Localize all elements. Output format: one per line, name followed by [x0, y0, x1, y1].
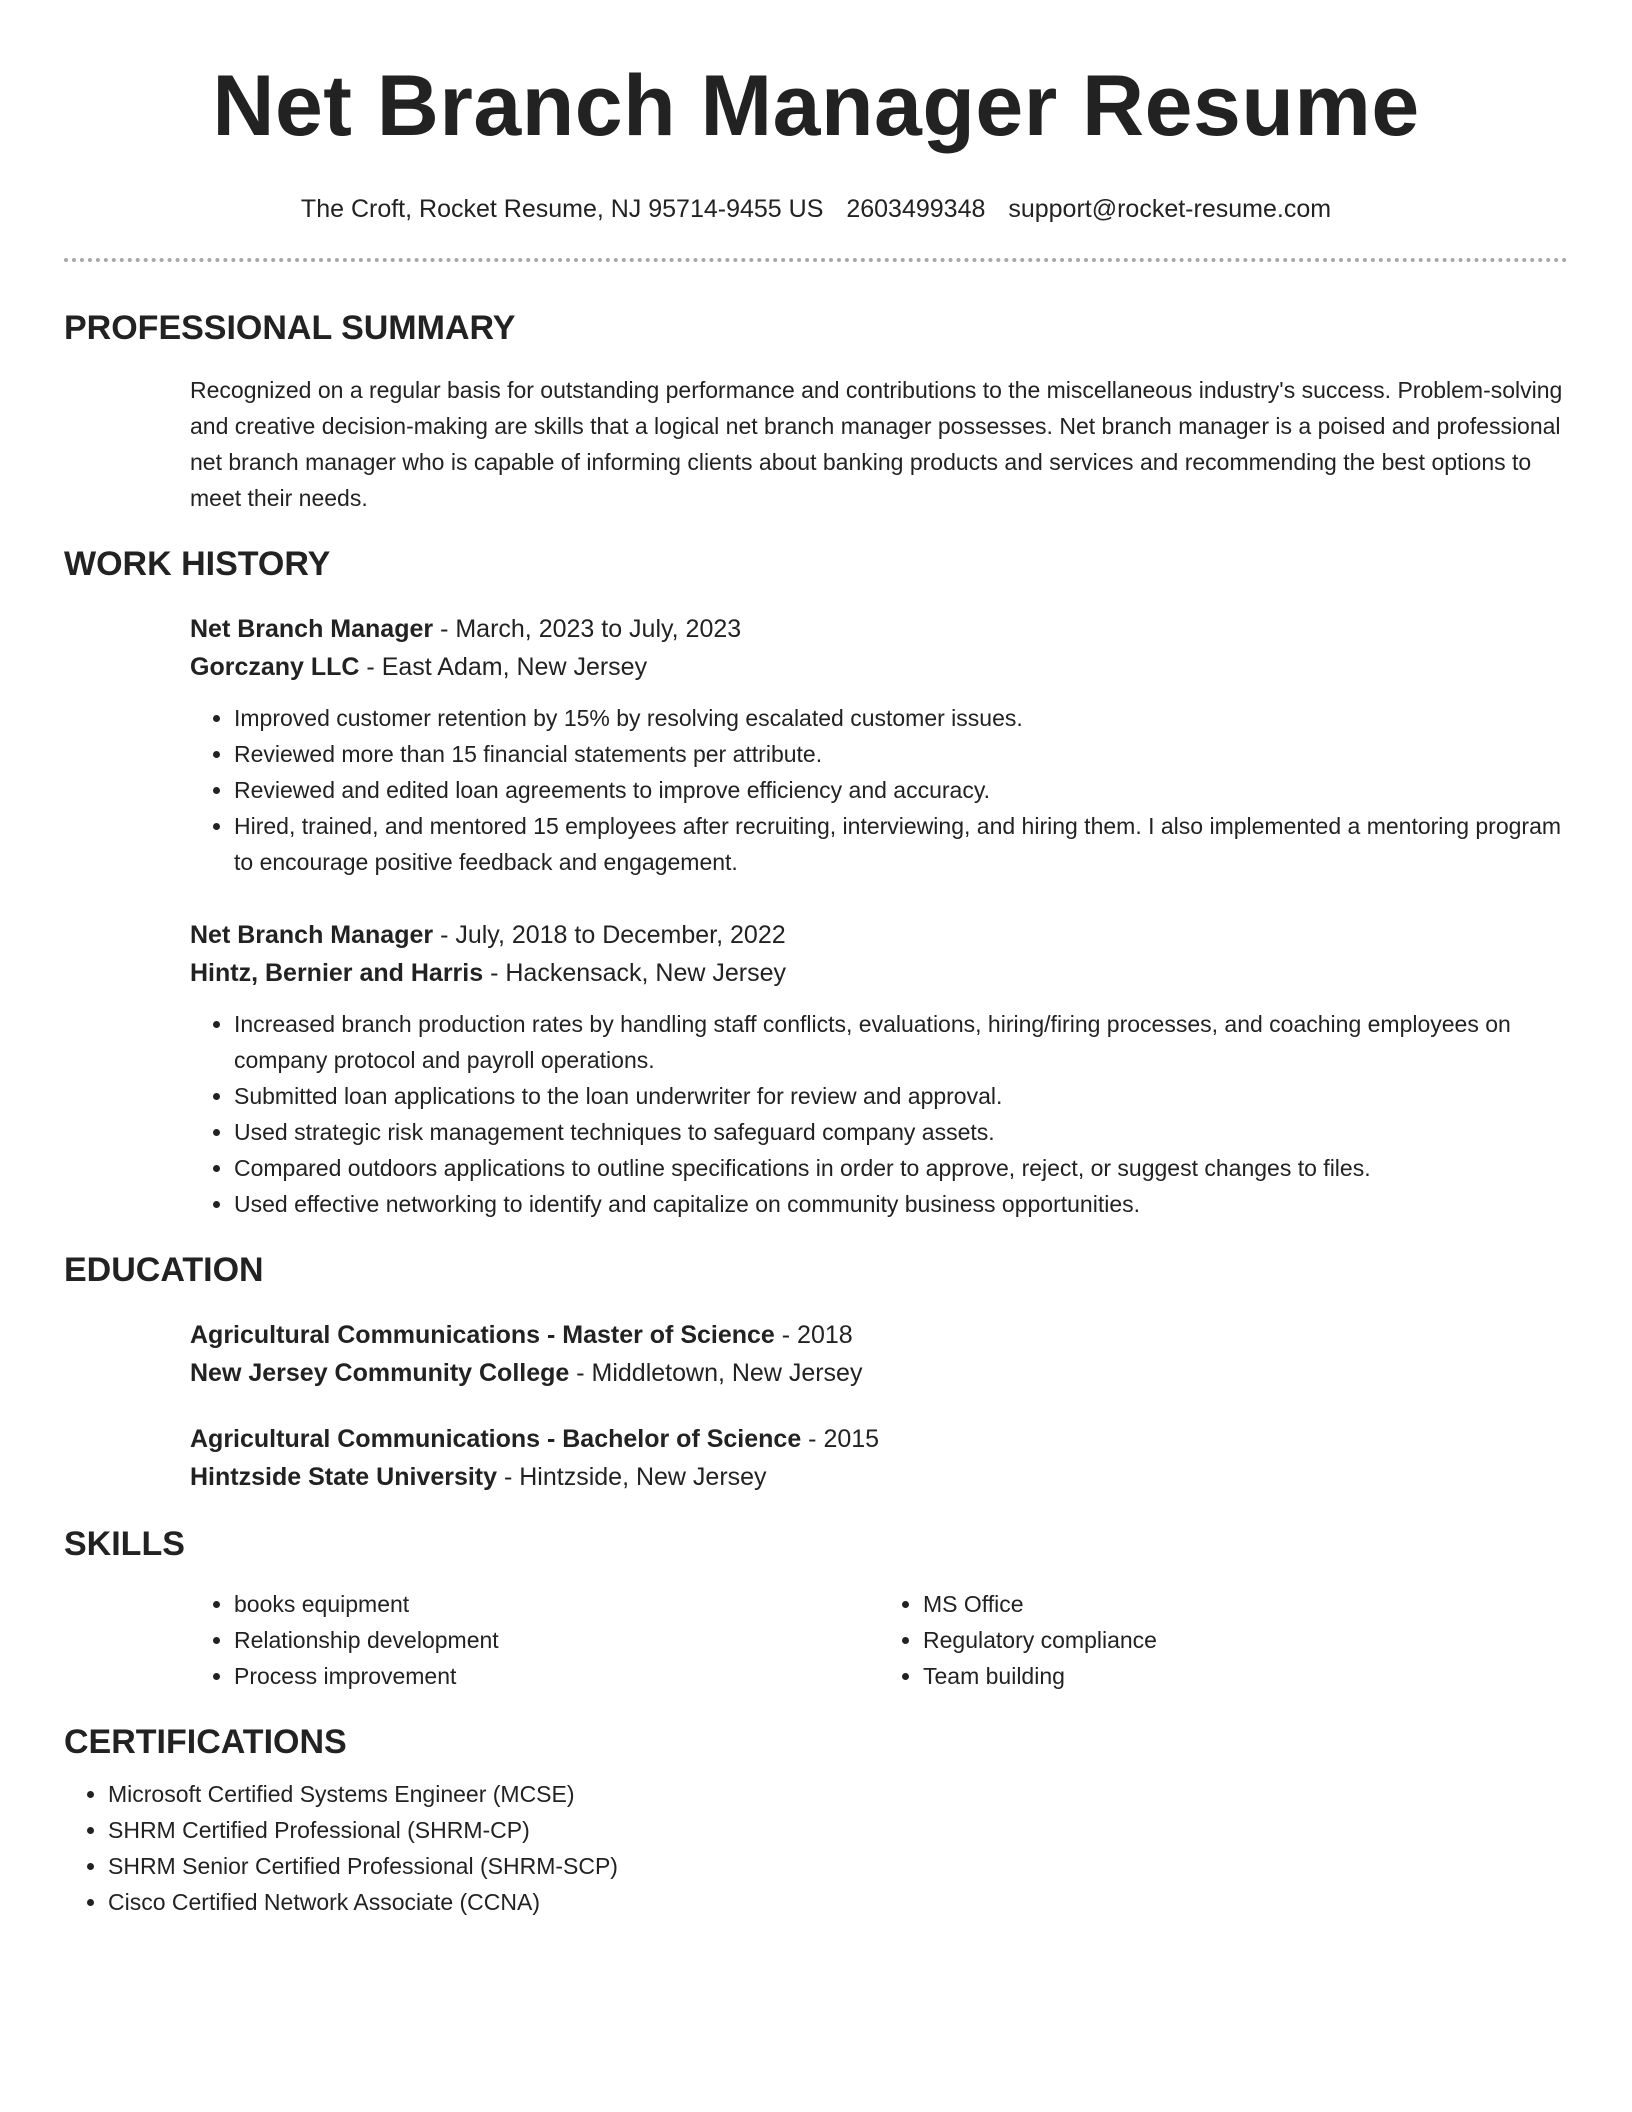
job-location: - Hackensack, New Jersey — [483, 959, 787, 987]
school: Hintzside State University — [190, 1463, 498, 1491]
degree-year: - 2015 — [801, 1425, 880, 1453]
job-title-line — [190, 610, 1568, 648]
job-bullet: • Reviewed more than 15 financial statements per attribute. — [234, 736, 1568, 772]
job-title: Net Branch Manager — [190, 921, 434, 949]
job-bullet: • Submitted loan applications to the loan underwriter for review and approval. — [234, 1078, 1568, 1114]
job-company-line — [190, 648, 1568, 686]
education-section — [64, 1250, 1568, 1496]
certification-item: • Cisco Certified Network Associate (CCNA) — [108, 1884, 1568, 1920]
job-bullet: • Improved customer retention by 15% by resolving escalated customer issues. — [234, 700, 1568, 736]
degree-year: - 2018 — [774, 1321, 853, 1349]
job-bullets — [190, 700, 1568, 880]
certifications-list — [64, 1776, 1568, 1920]
skill-item: • Regulatory compliance — [923, 1622, 1568, 1658]
job-company-line — [190, 954, 1568, 992]
job-bullet: • Increased branch production rates by handling staff conflicts, evaluations, hiring/firing processes, and coaching employees on company protocol and payroll operations. — [234, 1006, 1568, 1078]
skill-item: • Team building — [923, 1658, 1568, 1694]
skills-column-left — [190, 1586, 879, 1694]
work-history-heading: WORK HISTORY — [64, 545, 331, 583]
certification-item: • SHRM Senior Certified Professional (SHRM-SCP) — [108, 1848, 1568, 1884]
job-bullet: • Used effective networking to identify and capitalize on community business opportunities. — [234, 1186, 1568, 1222]
degree: Agricultural Communications - Master of Science — [190, 1321, 775, 1349]
summary-heading: PROFESSIONAL SUMMARY — [64, 309, 516, 347]
contact-phone: 2603499348 — [846, 195, 986, 223]
summary-section — [64, 308, 1568, 516]
contact-email: support@rocket-resume.com — [1008, 195, 1332, 223]
job-dates: - March, 2023 to July, 2023 — [433, 615, 742, 643]
certification-item: • Microsoft Certified Systems Engineer (MCSE) — [108, 1776, 1568, 1812]
job-bullet: • Reviewed and edited loan agreements to improve efficiency and accuracy. — [234, 772, 1568, 808]
job-location: - East Adam, New Jersey — [359, 653, 648, 681]
skills-heading: SKILLS — [64, 1525, 185, 1563]
school-line — [190, 1458, 1568, 1496]
school-location: - Middletown, New Jersey — [569, 1359, 863, 1387]
degree-line — [190, 1316, 1568, 1354]
education-entry — [190, 1316, 1568, 1392]
job-title-line — [190, 916, 1568, 954]
resume-title: Net Branch Manager Resume — [212, 58, 1420, 154]
skill-item: • MS Office — [923, 1586, 1568, 1622]
job-bullet: • Compared outdoors applications to outline specifications in order to approve, reject, or suggest changes to files. — [234, 1150, 1568, 1186]
education-entry — [190, 1420, 1568, 1496]
skills-section — [64, 1524, 1568, 1694]
degree: Agricultural Communications - Bachelor of Science — [190, 1425, 802, 1453]
job-bullets — [190, 1006, 1568, 1222]
education-heading: EDUCATION — [64, 1251, 264, 1289]
work-history-section — [64, 544, 1568, 1222]
school-location: - Hintzside, New Jersey — [497, 1463, 767, 1491]
job-dates: - July, 2018 to December, 2022 — [433, 921, 786, 949]
job-company: Gorczany LLC — [190, 653, 360, 681]
skills-column-right — [879, 1586, 1568, 1694]
skill-item: • books equipment — [234, 1586, 879, 1622]
skills-grid — [190, 1586, 1568, 1694]
school-line — [190, 1354, 1568, 1392]
job-company: Hintz, Bernier and Harris — [190, 959, 484, 987]
job-bullet: • Used strategic risk management techniques to safeguard company assets. — [234, 1114, 1568, 1150]
skill-item: • Process improvement — [234, 1658, 879, 1694]
skill-item: • Relationship development — [234, 1622, 879, 1658]
certifications-section — [64, 1722, 1568, 1920]
job-title: Net Branch Manager — [190, 615, 434, 643]
job-bullet: • Hired, trained, and mentored 15 employees after recruiting, interviewing, and hiring them. I also implemented a mentoring program to encourage positive feedback and engagement. — [234, 808, 1568, 880]
summary-text: Recognized on a regular basis for outstanding performance and contributions to the miscellaneous industry's success. Problem-solving and creative decision-making are skills that a logical net branch manager possesses. Net branch manager is a poised and professional net branch manager who is capable of informing clients about banking products and services and recommending the best options to meet their needs. — [190, 377, 1563, 511]
job-entry — [190, 916, 1568, 1222]
header-divider — [64, 258, 1568, 262]
degree-line — [190, 1420, 1568, 1458]
contact-line — [64, 194, 1568, 224]
contact-address: The Croft, Rocket Resume, NJ 95714-9455 US — [300, 195, 824, 223]
job-entry — [190, 610, 1568, 880]
school: New Jersey Community College — [190, 1359, 570, 1387]
certifications-heading: CERTIFICATIONS — [64, 1723, 347, 1761]
certification-item: • SHRM Certified Professional (SHRM-CP) — [108, 1812, 1568, 1848]
